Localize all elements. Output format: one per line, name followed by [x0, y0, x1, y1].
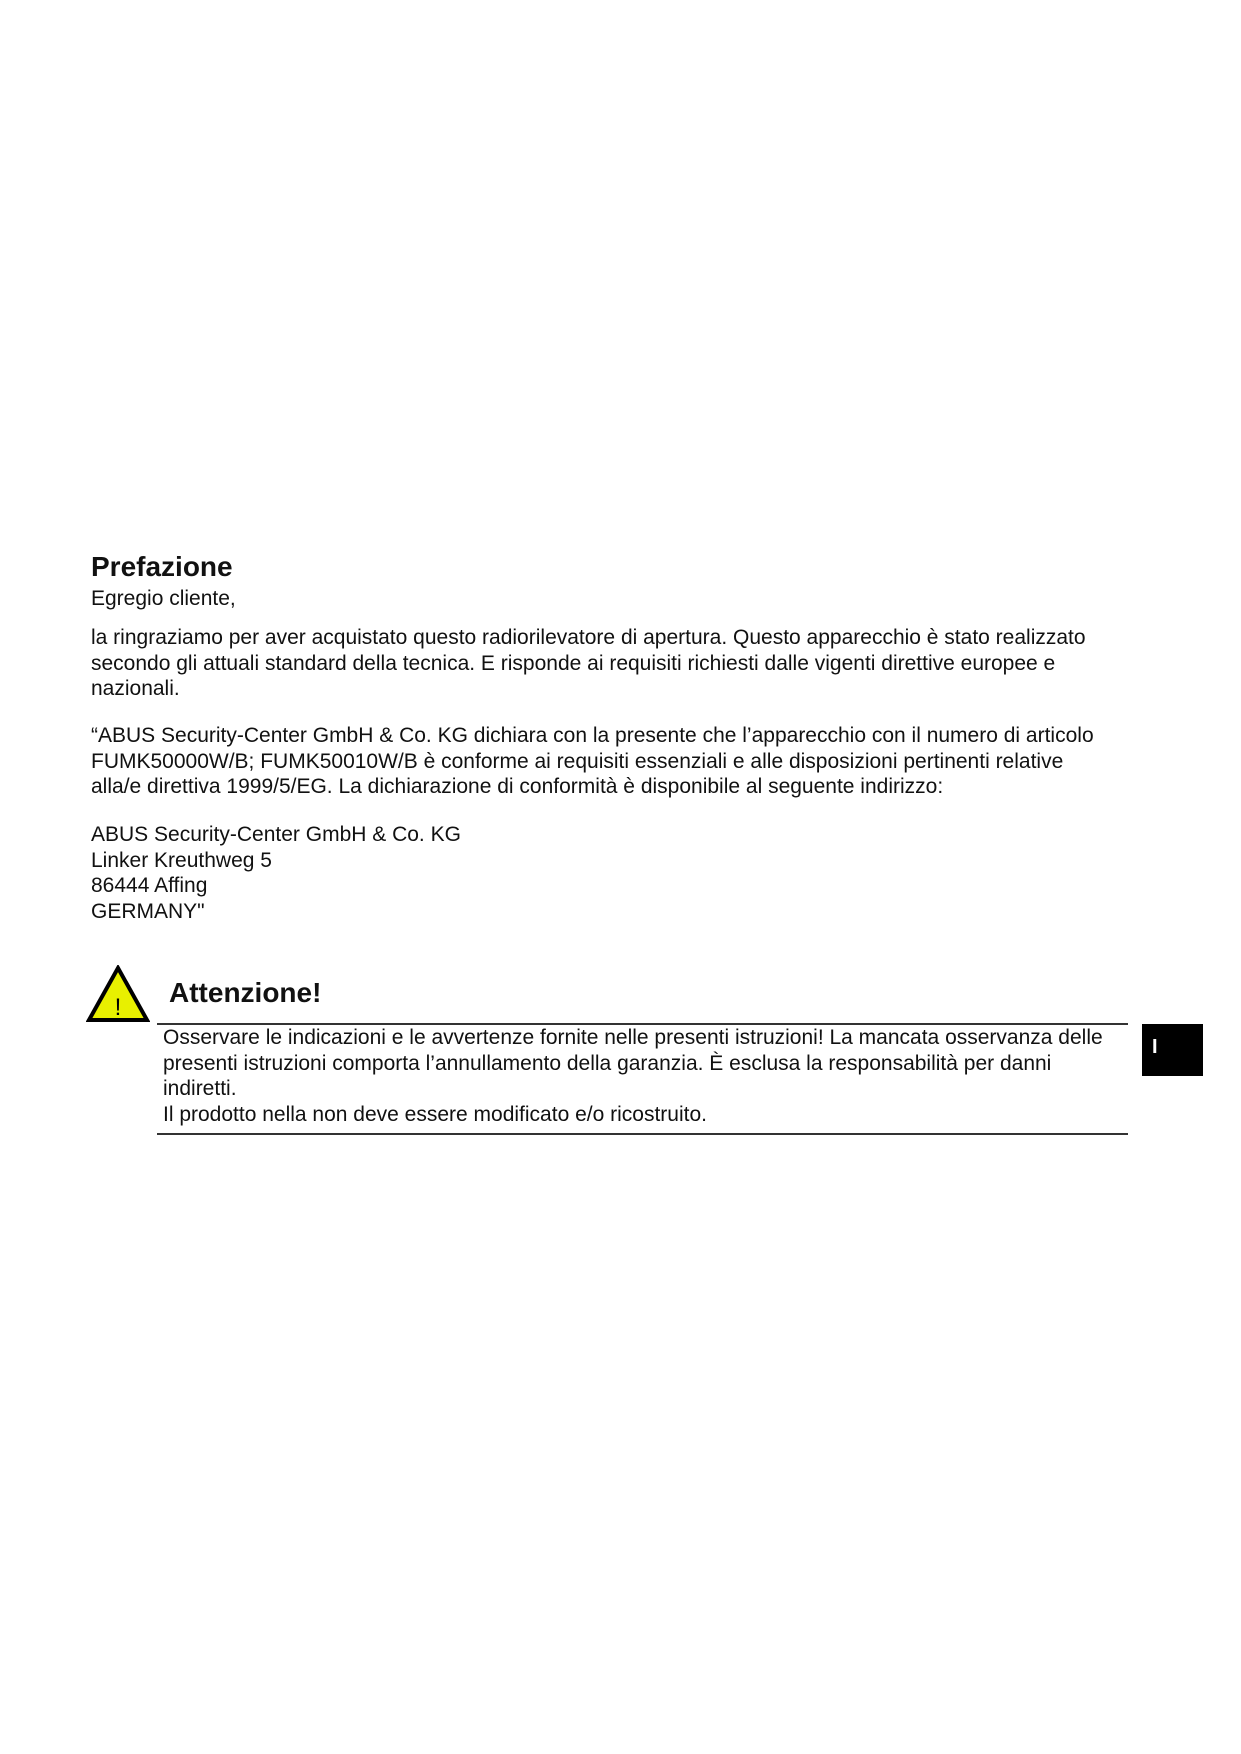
intro-paragraph: la ringraziamo per aver acquistato questo radiorilevatore di apertura. Questo apparecchio è stato realizzato secondo gli attuali standard della tecnica. E risponde ai requisiti richiesti dalle vigenti direttive europee e nazionali. — [91, 626, 1086, 700]
greeting: Egregio cliente, — [91, 587, 236, 610]
warning-title: Attenzione! — [169, 977, 322, 1008]
address-line: ABUS Security-Center GmbH & Co. KG — [91, 823, 461, 846]
language-tab-label: I — [1152, 1036, 1158, 1058]
conformity-declaration: “ABUS Security-Center GmbH & Co. KG dichiara con la presente che l’apparecchio con il numero di articolo FUMK50000W/B; FUMK50010W/B è conforme ai requisiti essenziali e alle disposizioni pertinenti relative alla/e direttiva 1999/5/EG. La dichiarazione di conformità è disponibile al seguente indirizzo: — [91, 724, 1094, 798]
language-tab — [1142, 1024, 1203, 1076]
warning-text: Osservare le indicazioni e le avvertenze fornite nelle presenti istruzioni! La mancata osservanza delle presenti istruzioni comporta l’annullamento della garanzia. È esclusa la responsabilità per danni indiretti. — [163, 1026, 1103, 1100]
address-line: Linker Kreuthweg 5 — [91, 848, 272, 872]
address-line: GERMANY" — [91, 899, 205, 923]
warning-divider-bottom — [157, 1133, 1128, 1135]
warning-triangle-icon — [86, 965, 150, 1023]
warning-glyph: ! — [114, 994, 122, 1021]
warning-body — [163, 1025, 1103, 1127]
address-block — [91, 822, 1101, 924]
warning-text: Il prodotto nella non deve essere modificato e/o ricostruito. — [163, 1102, 707, 1126]
page-title: Prefazione — [91, 551, 233, 582]
address-line: 86444 Affing — [91, 874, 208, 897]
